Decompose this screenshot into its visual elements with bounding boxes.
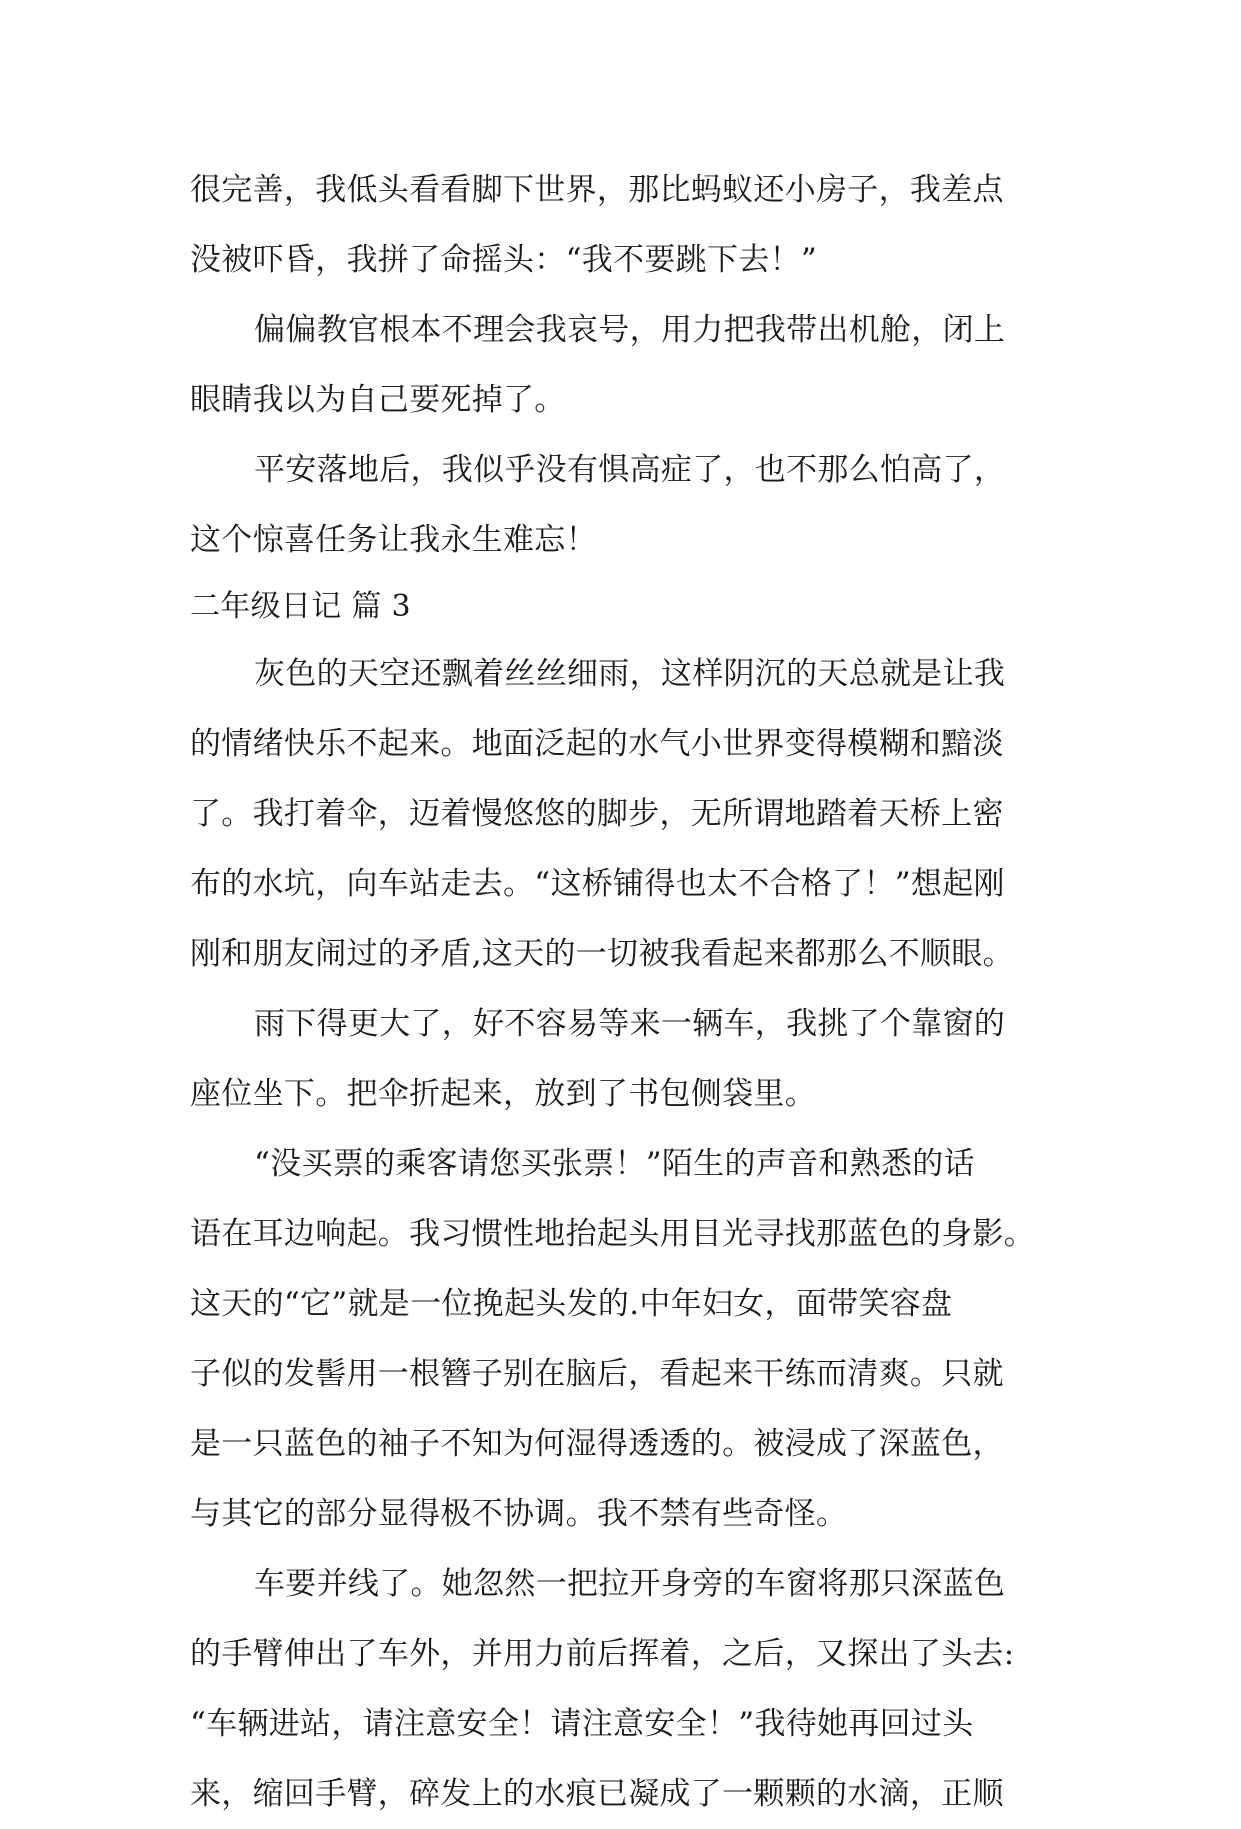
text-line: 语在耳边响起。我习惯性地抬起头用目光寻找那蓝色的身影。: [190, 1216, 1036, 1252]
text-line: 子似的发髻用一根簪子别在脑后，看起来干练而清爽。只就: [190, 1356, 1004, 1392]
text-line: 座位坐下。把伞折起来，放到了书包侧袋里。: [190, 1076, 816, 1112]
text-line: 雨下得更大了，好不容易等来一辆车，我挑了个靠窗的: [254, 1006, 1006, 1042]
paragraph: [190, 435, 1060, 575]
text-line: 刚和朋友闹过的矛盾,这天的一切被我看起来都那么不顺眼。: [190, 936, 1014, 972]
text-line: 来，缩回手臂，碎发上的水痕已凝成了一颗颗的水滴，正顺: [190, 1776, 1004, 1812]
document-body: [190, 155, 1060, 1829]
paragraph: [190, 1129, 1060, 1549]
text-line: 偏偏教官根本不理会我哀号，用力把我带出机舱，闭上: [254, 312, 1006, 348]
text-line: 车要并线了。她忽然一把拉开身旁的车窗将那只深蓝色: [254, 1566, 1006, 1602]
text-line: 是一只蓝色的袖子不知为何湿得透透的。被浸成了深蓝色，: [190, 1426, 1004, 1462]
text-line: 布的水坑，向车站走去。“这桥铺得也太不合格了！”想起刚: [190, 866, 1005, 902]
text-line: 眼睛我以为自己要死掉了。: [190, 382, 566, 418]
text-line: 平安落地后，我似乎没有惧高症了，也不那么怕高了，: [254, 452, 1006, 488]
text-line: 没被吓昏，我拼了命摇头：“我不要跳下去！”: [190, 242, 817, 278]
paragraph: [190, 989, 1060, 1129]
paragraph: [190, 1549, 1060, 1829]
text-line: “没买票的乘客请您买张票！”陌生的声音和熟悉的话: [254, 1146, 975, 1182]
paragraph: [190, 295, 1060, 435]
text-line: 这天的“它”就是一位挽起头发的.中年妇女，面带笑容盘: [190, 1286, 953, 1322]
text-line: 了。我打着伞，迈着慢悠悠的脚步，无所谓地踏着天桥上密: [190, 796, 1004, 832]
text-line: 这个惊喜任务让我永生难忘！: [190, 522, 597, 558]
text-line: 很完善，我低头看看脚下世界，那比蚂蚁还小房子，我差点: [190, 172, 1004, 208]
text-line: 的手臂伸出了车外，并用力前后挥着，之后，又探出了头去:: [190, 1636, 1015, 1672]
text-line: 灰色的天空还飘着丝丝细雨，这样阴沉的天总就是让我: [254, 656, 1006, 692]
text-line: “车辆进站，请注意安全！请注意安全！”我待她再回过头: [190, 1706, 974, 1742]
paragraph: [190, 639, 1060, 989]
text-line: 与其它的部分显得极不协调。我不禁有些奇怪。: [190, 1496, 848, 1532]
section-heading: 二年级日记 篇 3: [190, 589, 411, 624]
text-line: 的情绪快乐不起来。地面泛起的水气小世界变得模糊和黯淡: [190, 726, 1004, 762]
paragraph: [190, 155, 1060, 295]
